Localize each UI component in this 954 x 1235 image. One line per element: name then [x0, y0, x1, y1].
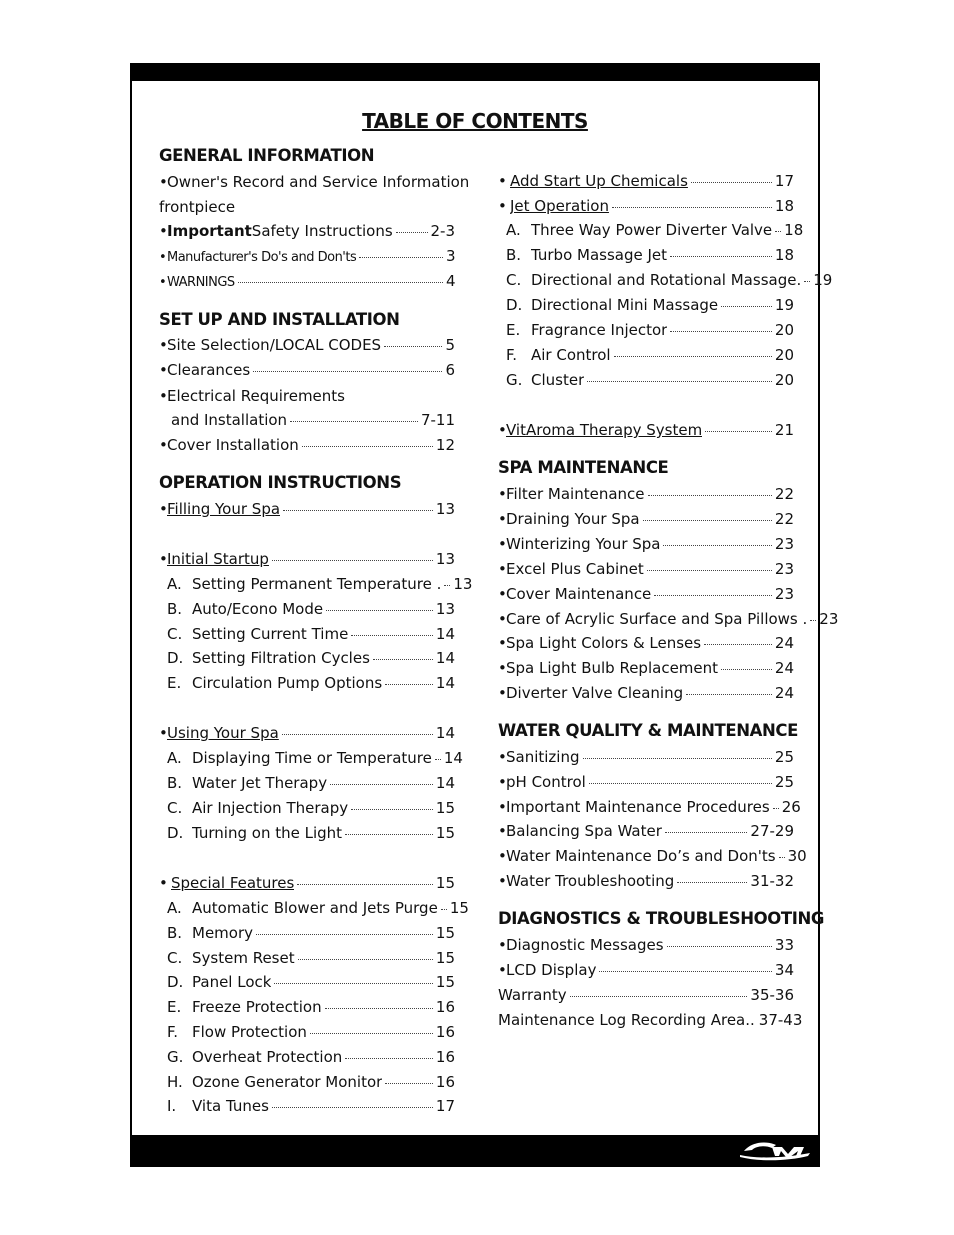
toc-entry-maintenance-log[interactable]: Maintenance Log Recording Area.. 37-43 — [498, 1011, 803, 1029]
toc-entry-maintenance-7[interactable]: • Spa Light Bulb Replacement 24 — [498, 659, 794, 678]
section-heading-operation: OPERATION INSTRUCTIONS — [159, 473, 402, 492]
toc-subentry-jet-2[interactable]: C. Directional and Rotational Massage. 19 — [506, 271, 833, 289]
toc-entry-warnings[interactable]: • WARNINGS 4 — [159, 272, 455, 290]
toc-entry-special-features[interactable]: • Special Features 15 — [159, 874, 455, 892]
toc-entry-jet-operation[interactable]: • Jet Operation 18 — [498, 197, 794, 215]
toc-subentry-startup-4[interactable]: E. Circulation Pump Options 14 — [167, 674, 455, 693]
toc-subentry-special-1[interactable]: B. Memory 15 — [167, 923, 455, 942]
toc-entry-maintenance-3[interactable]: • Excel Plus Cabinet 23 — [498, 559, 794, 578]
toc-entry-initial-startup[interactable]: • Initial Startup 13 — [159, 550, 455, 568]
toc-entry-water-1[interactable]: • pH Control 25 — [498, 772, 794, 791]
toc-entry-cover-installation[interactable]: • Cover Installation 12 — [159, 436, 455, 454]
section-heading-water-quality: WATER QUALITY & MAINTENANCE — [498, 721, 798, 740]
toc-subentry-special-5[interactable]: F. Flow Protection 16 — [167, 1023, 455, 1041]
page-frame — [130, 63, 839, 1167]
toc-entry-electrical-install[interactable]: and Installation 7-11 — [171, 411, 455, 429]
bottom-black-bar — [132, 1135, 818, 1165]
toc-subentry-special-8[interactable]: I. Vita Tunes 17 — [167, 1097, 455, 1116]
toc-subentry-jet-6[interactable]: G. Cluster 20 — [506, 371, 794, 389]
toc-entry-using-spa[interactable]: • Using Your Spa 14 — [159, 724, 455, 742]
section-heading-diagnostics: DIAGNOSTICS & TROUBLESHOOTING — [498, 909, 825, 928]
toc-entry-maintenance-5[interactable]: • Care of Acrylic Surface and Spa Pillows . 23 — [498, 609, 839, 628]
toc-entry-owners-record[interactable]: • Owner's Record and Service Information — [159, 173, 470, 191]
toc-subentry-using-2[interactable]: C. Air Injection Therapy 15 — [167, 799, 455, 817]
toc-subentry-special-3[interactable]: D. Panel Lock 15 — [167, 973, 455, 992]
toc-subentry-startup-3[interactable]: D. Setting Filtration Cycles 14 — [167, 649, 455, 668]
toc-entry-safety[interactable]: • Important Safety Instructions 2-3 — [159, 222, 455, 240]
toc-subentry-using-0[interactable]: A. Displaying Time or Temperature 14 — [167, 749, 463, 767]
toc-subentry-using-1[interactable]: B. Water Jet Therapy 14 — [167, 774, 455, 792]
toc-entry-dos-donts[interactable]: • Manufacturer's Do's and Don'ts 3 — [159, 247, 455, 265]
section-heading-general: GENERAL INFORMATION — [159, 146, 375, 165]
brand-logo-icon — [738, 1137, 812, 1163]
toc-entry-diagnostics-0[interactable]: • Diagnostic Messages 33 — [498, 936, 794, 954]
section-heading-setup: SET UP AND INSTALLATION — [159, 310, 400, 329]
toc-subentry-special-6[interactable]: G. Overheat Protection 16 — [167, 1047, 455, 1066]
toc-subentry-startup-0[interactable]: A. Setting Permanent Temperature . 13 — [167, 575, 473, 593]
toc-entry-site[interactable]: • Site Selection/LOCAL CODES 5 — [159, 336, 455, 354]
toc-entry-chemicals[interactable]: • Add Start Up Chemicals 17 — [498, 172, 794, 190]
toc-subentry-jet-3[interactable]: D. Directional Mini Massage 19 — [506, 296, 794, 314]
toc-subentry-jet-1[interactable]: B. Turbo Massage Jet 18 — [506, 246, 794, 264]
toc-entry-maintenance-6[interactable]: • Spa Light Colors & Lenses 24 — [498, 634, 794, 653]
toc-subentry-special-7[interactable]: H. Ozone Generator Monitor 16 — [167, 1072, 455, 1091]
toc-entry-owners-record-page: frontpiece — [159, 198, 236, 216]
toc-entry-vitaroma[interactable]: • VitAroma Therapy System 21 — [498, 421, 794, 439]
toc-entry-filling[interactable]: • Filling Your Spa 13 — [159, 500, 455, 518]
toc-subentry-using-3[interactable]: D. Turning on the Light 15 — [167, 824, 455, 842]
toc-subentry-special-0[interactable]: A. Automatic Blower and Jets Purge 15 — [167, 899, 469, 917]
toc-subentry-jet-5[interactable]: F. Air Control 20 — [506, 346, 794, 364]
toc-entry-water-3[interactable]: • Balancing Spa Water 27-29 — [498, 822, 794, 841]
toc-subentry-jet-0[interactable]: A. Three Way Power Diverter Valve 18 — [506, 221, 804, 239]
toc-entry-maintenance-2[interactable]: • Winterizing Your Spa 23 — [498, 534, 794, 553]
toc-entry-water-0[interactable]: • Sanitizing 25 — [498, 748, 794, 766]
toc-entry-maintenance-4[interactable]: • Cover Maintenance 23 — [498, 584, 794, 603]
toc-subentry-special-4[interactable]: E. Freeze Protection 16 — [167, 998, 455, 1017]
toc-entry-maintenance-0[interactable]: • Filter Maintenance 22 — [498, 485, 794, 503]
toc-entry-maintenance-1[interactable]: • Draining Your Spa 22 — [498, 509, 794, 528]
toc-entry-clearances[interactable]: • Clearances 6 — [159, 361, 455, 379]
toc-entry-warranty[interactable]: Warranty 35-36 — [498, 986, 794, 1004]
toc-entry-diagnostics-1[interactable]: • LCD Display 34 — [498, 961, 794, 979]
toc-subentry-startup-1[interactable]: B. Auto/Econo Mode 13 — [167, 599, 455, 618]
toc-subentry-jet-4[interactable]: E. Fragrance Injector 20 — [506, 321, 794, 339]
top-black-bar — [132, 65, 818, 81]
toc-entry-electrical[interactable]: • Electrical Requirements — [159, 387, 345, 405]
toc-entry-water-5[interactable]: • Water Troubleshooting 31-32 — [498, 872, 794, 890]
toc-subentry-startup-2[interactable]: C. Setting Current Time 14 — [167, 624, 455, 643]
toc-entry-water-4[interactable]: • Water Maintenance Do’s and Don'ts 30 — [498, 847, 807, 866]
toc-subentry-special-2[interactable]: C. System Reset 15 — [167, 948, 455, 967]
page-title: TABLE OF CONTENTS — [362, 109, 588, 133]
toc-entry-water-2[interactable]: • Important Maintenance Procedures 26 — [498, 797, 801, 816]
toc-entry-maintenance-8[interactable]: • Diverter Valve Cleaning 24 — [498, 684, 794, 703]
section-heading-spa-maintenance: SPA MAINTENANCE — [498, 458, 669, 477]
